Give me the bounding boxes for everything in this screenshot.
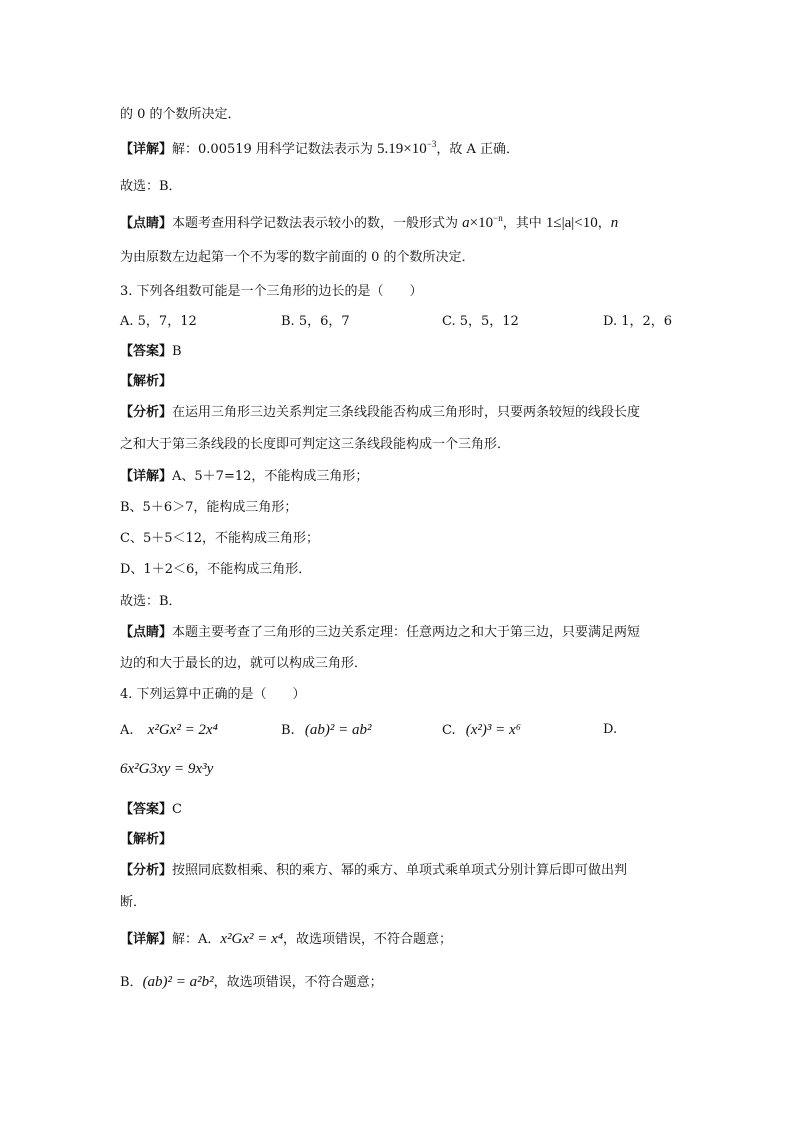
math-times [470, 215, 503, 231]
q4-analysis-line-1 [120, 862, 627, 880]
q3-analysis-tag: 【解析】 [120, 374, 173, 389]
question-4-stem: 4. 下列运算中正确的是（ ） [120, 687, 306, 702]
analysis-tag: 【分析】 [120, 863, 173, 878]
analysis-text: 在运用三角形三边关系判定三条线段能否构成三角形时，只要两条较短的线段长度 [172, 405, 641, 420]
q4-option-c [442, 721, 521, 740]
option-math: 6x²G3xy = 9x³y [120, 761, 214, 777]
math-base: ×10 [469, 215, 494, 231]
choose-line: 故选：B． [120, 179, 182, 194]
tip-tag: 【点睛】 [120, 216, 173, 231]
option-label: C. [442, 723, 456, 738]
detail-math: x²Gx² = x⁴ [220, 931, 284, 947]
q4-option-b [281, 721, 371, 740]
detail-text: 解：A． [172, 932, 221, 947]
paragraph-text: 为由原数左边起第一个不为零的数字前面的 0 的个数所决定． [120, 250, 475, 265]
q4-option-d [603, 721, 617, 739]
tip-tag: 【点睛】 [120, 625, 173, 640]
answer-tag: 【答案】 [120, 344, 173, 359]
option-label: A. [120, 723, 134, 738]
detail-tail: ，故选项错误，不符合题意； [283, 932, 453, 947]
detail-tag: 【详解】 [120, 142, 173, 157]
option-math: x²Gx² = 2x⁴ [147, 722, 218, 738]
math-exponent: −n [493, 213, 503, 223]
q3-detail-d: D、1＋2＜6，不能构成三角形． [120, 562, 312, 577]
q3-option-b: B. 5，6，7 [281, 314, 350, 329]
q3-detail-a [120, 468, 368, 486]
tip-paragraph [120, 214, 618, 233]
detail-tail: ，故选项错误，不符合题意； [213, 975, 383, 990]
math-expression [377, 141, 436, 157]
q3-option-d: D. 1，2，6 [603, 314, 673, 329]
detail-math: (ab)² = a²b² [142, 974, 214, 990]
question-3-stem: 3. 下列各组数可能是一个三角形的边长的是（ ） [120, 284, 423, 299]
q3-option-c: C. 5，5，12 [442, 314, 519, 329]
q4-detail-b [120, 973, 383, 992]
math-range: 1≤|a|<10 [545, 215, 598, 231]
q4-option-a [120, 721, 218, 740]
q4-analysis-tag: 【解析】 [120, 832, 173, 847]
option-math: (x²)³ = x⁶ [465, 722, 521, 738]
q3-option-a: A. 5，7，12 [120, 314, 197, 329]
answer-value: C [172, 802, 182, 817]
detail-text: B． [120, 975, 143, 990]
q3-answer [120, 343, 182, 361]
q3-tip-line-2: 边的和大于最长的边，就可以构成三角形． [120, 656, 368, 671]
option-label: B. [281, 723, 295, 738]
math-exponent: −3 [426, 139, 437, 149]
q4-answer [120, 801, 182, 819]
tip-text-b: ，其中 [502, 216, 546, 231]
q3-detail-c: C、5＋5＜12，不能构成三角形； [120, 531, 320, 546]
math-base: 5.19×10 [377, 141, 427, 157]
option-math: (ab)² = ab² [304, 722, 372, 738]
tip-text: 本题主要考查了三角形的三边关系定理：任意两边之和大于第三边，只要满足两短 [172, 625, 641, 640]
analysis-text: 按照同底数相乘、积的乘方、幂的乘方、单项式乘单项式分别计算后即可做出判 [172, 863, 628, 878]
tip-text: 本题考查用科学记数法表示较小的数，一般形式为 [172, 216, 463, 231]
q4-analysis-line-2: 断． [120, 895, 147, 910]
detail-tag: 【详解】 [120, 469, 173, 484]
q3-tip-line-1 [120, 624, 640, 642]
answer-value: B [172, 344, 182, 359]
option-label: D. [603, 722, 618, 737]
q4-option-d-math [120, 760, 213, 779]
detail-text-tail: ，故 A 正确． [436, 142, 519, 157]
detail-tag: 【详解】 [120, 932, 173, 947]
q3-analysis-line-1 [120, 404, 640, 422]
answer-tag: 【答案】 [120, 802, 173, 817]
paragraph-text: 的 0 的个数所决定． [120, 107, 241, 122]
q3-choose: 故选：B． [120, 594, 182, 609]
q4-detail-a [120, 930, 452, 949]
detail-paragraph [120, 140, 519, 159]
math-a: a [462, 215, 470, 231]
q3-analysis-line-2: 之和大于第三条线段的长度即可判定这三条线段能构成一个三角形． [120, 437, 511, 452]
tip-text-c: ， [597, 216, 611, 231]
detail-text: A、5＋7=12，不能构成三角形； [172, 469, 369, 484]
math-n: n [610, 215, 619, 231]
q3-detail-b: B、5＋6＞7，能构成三角形； [120, 500, 298, 515]
detail-text: 解：0.00519 用科学记数法表示为 [172, 142, 378, 157]
analysis-tag: 【分析】 [120, 405, 173, 420]
